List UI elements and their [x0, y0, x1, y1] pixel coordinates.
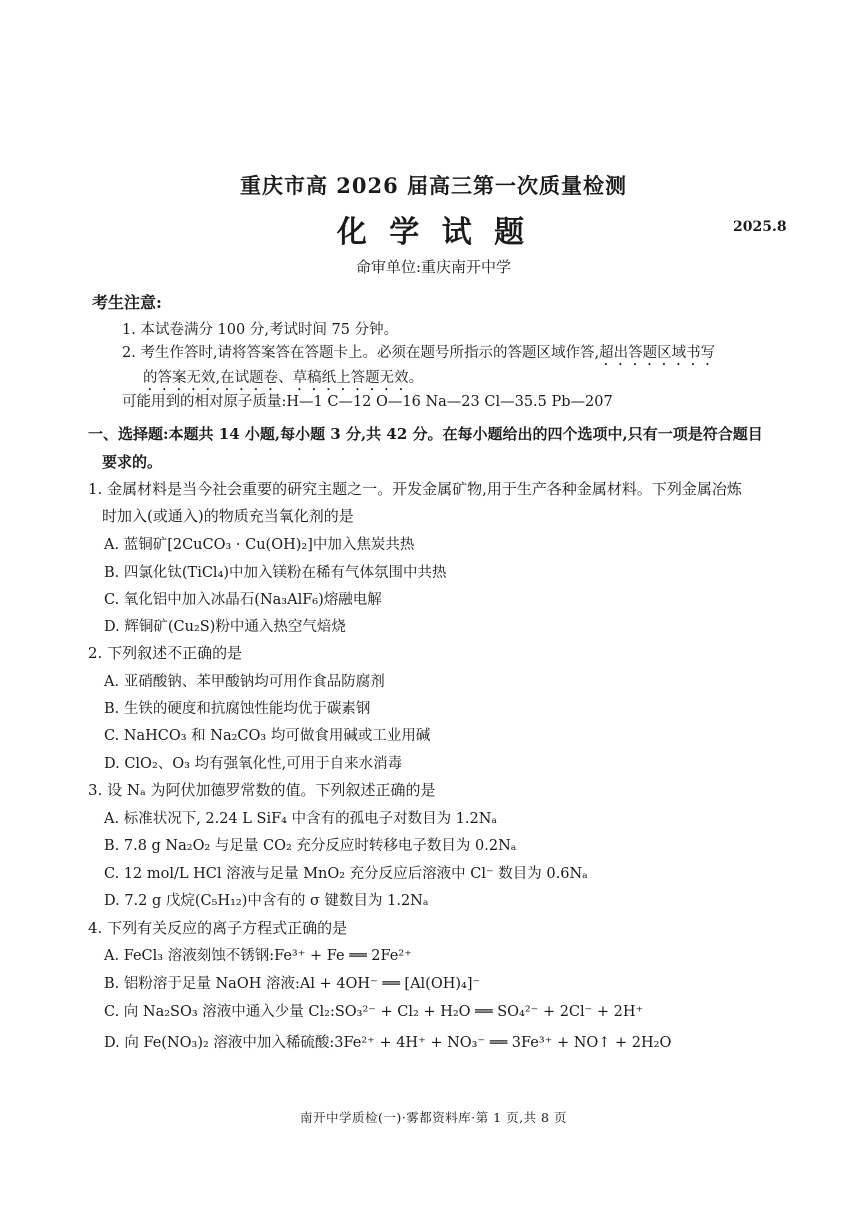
notice-item-2-line2: 的答案无效,在试题卷、草稿纸上答题无效。 [143, 370, 424, 386]
q4-option-c: C. 向 Na₂SO₃ 溶液中通入少量 Cl₂:SO₃²⁻ + Cl₂ + H₂O ══ SO₄²⁻ + 2Cl⁻ + 2H⁺ [104, 1004, 644, 1020]
atomic-masses: 可能用到的相对原子质量:H—1 C—12 O—16 Na—23 Cl—35.5 Pb—207 [122, 394, 613, 410]
notice-heading: 考生注意: [92, 293, 162, 312]
q4-option-b: B. 铝粉溶于足量 NaOH 溶液:Al + 4OH⁻ ══ [Al(OH)₄]⁻ [104, 976, 481, 992]
q3-option-b: B. 7.8 g Na₂O₂ 与足量 CO₂ 充分反应时转移电子数目为 0.2Nₐ [104, 838, 517, 854]
q1-stem-line1: 1. 金属材料是当今社会重要的研究主题之一。开发金属矿物,用于生产各种金属材料。下列金属冶炼 [88, 480, 742, 498]
notice-item-2-emphasis: 超出答题区域书写 [599, 345, 716, 361]
section-heading-line2: 要求的。 [102, 453, 163, 471]
q2-stem: 2. 下列叙述不正确的是 [88, 644, 243, 662]
q4-option-a: A. FeCl₃ 溶液刻蚀不锈钢:Fe³⁺ + Fe ══ 2Fe²⁺ [104, 948, 412, 964]
q4-option-d: D. 向 Fe(NO₃)₂ 溶液中加入稀硫酸:3Fe²⁺ + 4H⁺ + NO₃⁻ ══ 3Fe³⁺ + NO↑ + 2H₂O [104, 1035, 672, 1051]
q4-stem: 4. 下列有关反应的离子方程式正确的是 [88, 919, 348, 937]
q1-option-a: A. 蓝铜矿[2CuCO₃ · Cu(OH)₂]中加入焦炭共热 [104, 537, 415, 553]
q1-stem-line2: 时加入(或通入)的物质充当氧化剂的是 [102, 507, 354, 525]
q2-option-d: D. ClO₂、O₃ 均有强氧化性,可用于自来水消毒 [104, 756, 403, 772]
q1-option-c: C. 氧化铝中加入冰晶石(Na₃AlF₆)熔融电解 [104, 592, 382, 608]
subject-title: 化 学 试 题 [336, 215, 531, 250]
q3-stem: 3. 设 Nₐ 为阿伏加德罗常数的值。下列叙述正确的是 [88, 781, 436, 799]
q3-option-d: D. 7.2 g 戊烷(C₅H₁₂)中含有的 σ 键数目为 1.2Nₐ [104, 893, 429, 909]
q3-option-c: C. 12 mol/L HCl 溶液与足量 MnO₂ 充分反应后溶液中 Cl⁻ 数目为 0.6Nₐ [104, 866, 588, 882]
q2-option-c: C. NaHCO₃ 和 Na₂CO₃ 均可做食用碱或工业用碱 [104, 728, 431, 744]
q2-option-b: B. 生铁的硬度和抗腐蚀性能均优于碳素钢 [104, 701, 371, 717]
q1-option-b: B. 四氯化钛(TiCl₄)中加入镁粉在稀有气体氛围中共热 [104, 565, 447, 581]
exam-title: 重庆市高 2026 届高三第一次质量检测 [239, 173, 628, 198]
setter-line: 命审单位:重庆南开中学 [355, 258, 512, 276]
q1-option-d: D. 辉铜矿(Cu₂S)粉中通入热空气焙烧 [104, 619, 346, 635]
exam-date: 2025.8 [733, 219, 787, 235]
notice-item-1: 1. 本试卷满分 100 分,考试时间 75 分钟。 [122, 322, 399, 338]
page-footer: 南开中学质检(一)·雾都资料库·第 1 页,共 8 页 [300, 1110, 567, 1125]
section-heading-line1: 一、选择题:本题共 14 小题,每小题 3 分,共 42 分。在每小题给出的四个选项中,只有一项是符合题目 [88, 425, 763, 443]
notice-item-2-text: 2. 考生作答时,请将答案答在答题卡上。必须在题号所指示的答题区域作答, [122, 345, 600, 361]
q3-option-a: A. 标准状况下, 2.24 L SiF₄ 中含有的孤电子对数目为 1.2Nₐ [104, 811, 498, 827]
notice-item-2-line1 [122, 341, 715, 369]
q2-option-a: A. 亚硝酸钠、苯甲酸钠均可用作食品防腐剂 [104, 674, 385, 690]
